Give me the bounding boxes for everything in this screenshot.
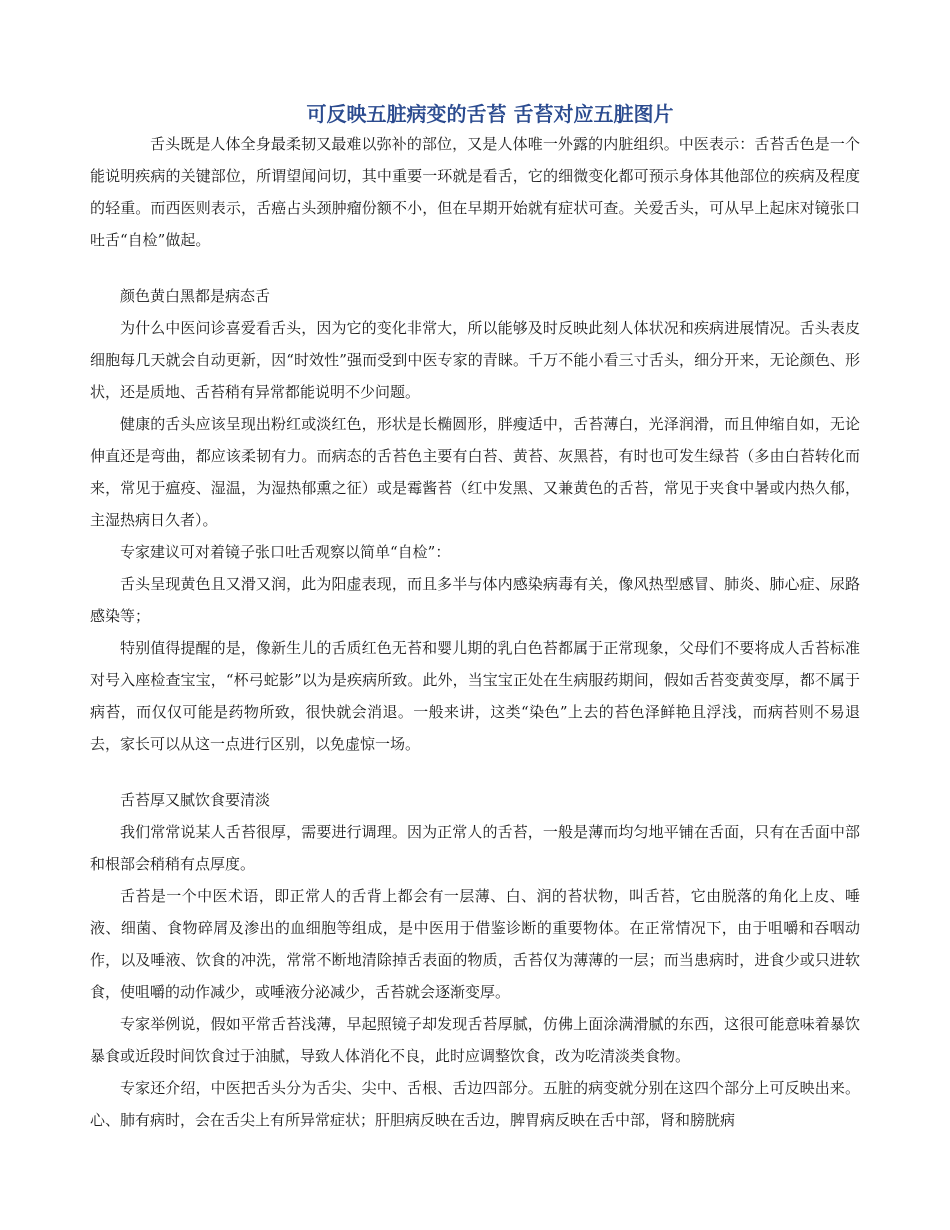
spacer [90, 760, 860, 784]
document-page [90, 100, 860, 1136]
paragraph: 专家举例说，假如平常舌苔浅薄，早起照镜子却发现舌苔厚腻，仿佛上面涂满滑腻的东西，这很可能意味着暴饮暴食或近段时间饮食过于油腻，导致人体消化不良，此时应调整饮食，改为吃清淡类食物。 [90, 1015, 860, 1065]
paragraph: 专家还介绍，中医把舌头分为舌尖、尖中、舌根、舌边四部分。五脏的病变就分别在这四个部分上可反映出来。心、肺有病时，会在舌尖上有所异常症状；肝胆病反映在舌边，脾胃病反映在舌中部，肾和膀胱病 [90, 1079, 860, 1129]
section-heading-color: 颜色黄白黑都是病态舌 [120, 287, 271, 305]
paragraph: 健康的舌头应该呈现出粉红或淡红色，形状是长椭圆形，胖瘦适中，舌苔薄白，光泽润滑，而且伸缩自如，无论伸直还是弯曲，都应该柔韧有力。而病态的舌苔色主要有白苔、黄苔、灰黑苔，有时也可发生绿苔（多由白苔转化而来，常见于瘟疫、湿温，为湿热郁熏之征）或是霉酱苔（红中发黑、又兼黄色的舌苔，常见于夹食中暑或内热久郁，主湿热病日久者）。 [90, 415, 860, 529]
paragraph: 特别值得提醒的是，像新生儿的舌质红色无苔和婴儿期的乳白色苔都属于正常现象，父母们不要将成人舌苔标准对号入座检查宝宝，“杯弓蛇影”以为是疾病所致。此外，当宝宝正处在生病服药期间，假如舌苔变黄变厚，都不属于病苔，而仅仅可能是药物所致，很快就会消退。一般来讲，这类“染色”上去的苔色泽鲜艳且浮浅，而病苔则不易退去，家长可以从这一点进行区别，以免虚惊一场。 [90, 639, 860, 753]
paragraph: 专家建议可对着镜子张口吐舌观察以简单“自检”： [120, 543, 451, 561]
paragraph: 我们常常说某人舌苔很厚，需要进行调理。因为正常人的舌苔，一般是薄而均匀地平铺在舌面，只有在舌面中部和根部会稍稍有点厚度。 [90, 823, 860, 873]
paragraph: 舌苔是一个中医术语，即正常人的舌背上都会有一层薄、白、润的苔状物，叫舌苔，它由脱落的角化上皮、唾液、细菌、食物碎屑及渗出的血细胞等组成，是中医用于借鉴诊断的重要物体。在正常情况下，由于咀嚼和吞咽动作，以及唾液、饮食的冲洗，常常不断地清除掉舌表面的物质，舌苔仅为薄薄的一层；而当患病时，进食少或只进软食，使咀嚼的动作减少，或唾液分泌减少，舌苔就会逐渐变厚。 [90, 887, 860, 1001]
paragraph: 舌头呈现黄色且又滑又润，此为阳虚表现，而且多半与体内感染病毒有关，像风热型感冒、肺炎、肺心症、尿路感染等； [90, 575, 860, 625]
intro-paragraph: 舌头既是人体全身最柔韧又最难以弥补的部位，又是人体唯一外露的内脏组织。中医表示：舌苔舌色是一个能说明疾病的关键部位，所谓望闻问切，其中重要一环就是看舌，它的细微变化都可预示身体其他部位的疾病及程度的轻重。而西医则表示，舌癌占头颈肿瘤份额不小，但在早期开始就有症状可查。关爱舌头，可从早上起床对镜张口吐舌“自检”做起。 [90, 135, 860, 249]
paragraph: 为什么中医问诊喜爱看舌头，因为它的变化非常大，所以能够及时反映此刻人体状况和疾病进展情况。舌头表皮细胞每几天就会自动更新，因“时效性”强而受到中医专家的青睐。千万不能小看三寸舌头，细分开来，无论颜色、形状，还是质地、舌苔稍有异常都能说明不少问题。 [90, 319, 860, 401]
section-heading-coating: 舌苔厚又腻饮食要清淡 [120, 791, 271, 809]
spacer [90, 256, 860, 280]
page-title: 可反映五脏病变的舌苔 舌苔对应五脏图片 [306, 102, 674, 126]
